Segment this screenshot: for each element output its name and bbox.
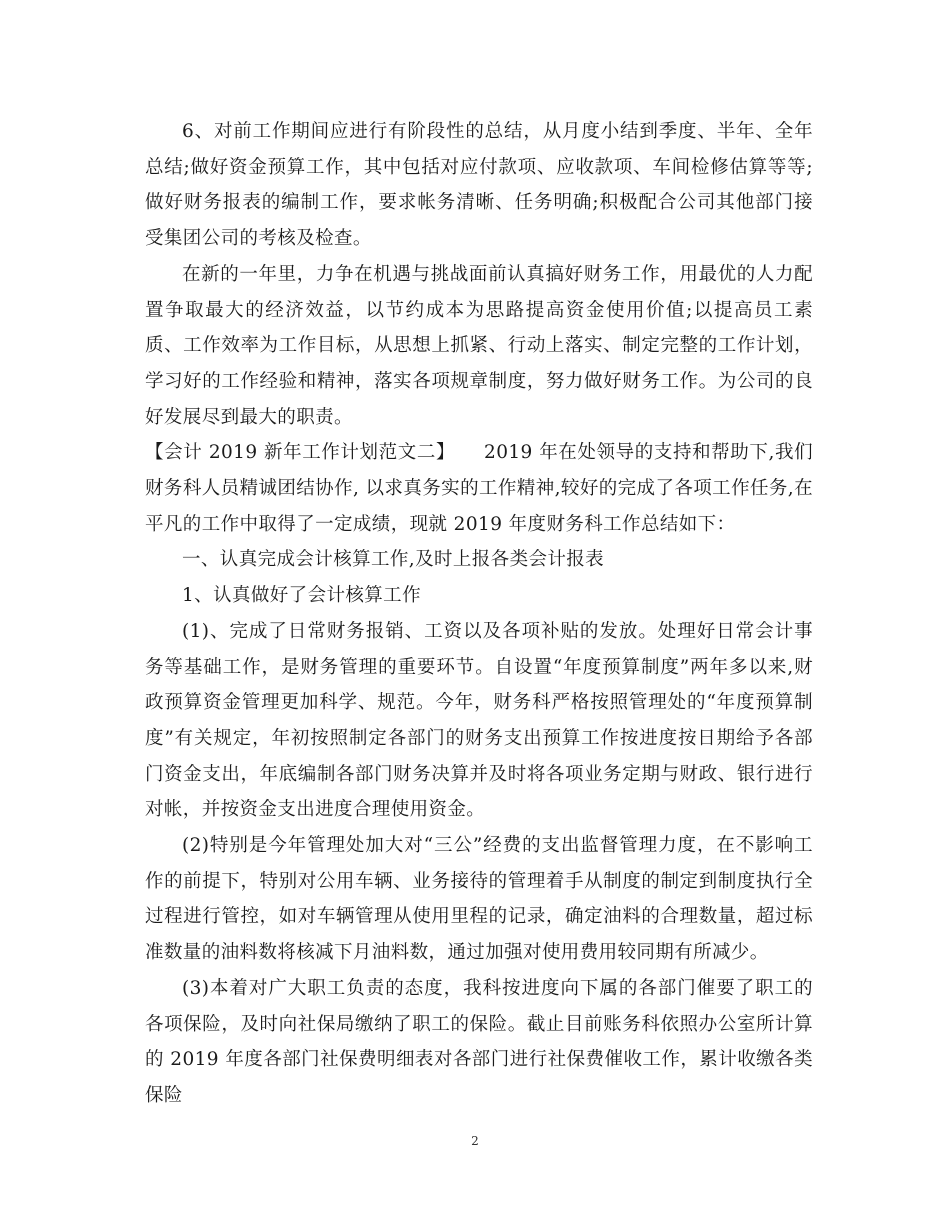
- section-heading-accounting: 一、认真完成会计核算工作,及时上报各类会计报表: [182, 549, 605, 571]
- paragraph-summary-item-6: 6、对前工作期间应进行有阶段性的总结，从月度小结到季度、半年、全年总结;做好资金预算工作，其中包括对应付款项、应收款项、车间检修估算等等;做好财务报表的编制工作，要求帐务清晰、任务明确;积极配合公司其他部门接受集团公司的考核及检查。: [145, 121, 813, 250]
- subsection-heading-accounting: 1、认真做好了会计核算工作: [182, 585, 421, 607]
- paragraph-new-year-goals: 在新的一年里，力争在机遇与挑战面前认真搞好财务工作，用最优的人力配置争取最大的经济效益，以节约成本为思路提高资金使用价值;以提高员工素质、工作效率为工作目标，从思想上抓紧、行动上落实、制定完整的工作计划，学习好的工作经验和精神，落实各项规章制度，努力做好财务工作。为公司的良好发展尽到最大的职责。: [145, 263, 813, 428]
- paragraph-item-1: (1)、完成了日常财务报销、工资以及各项补贴的发放。处理好日常会计事务等基础工作，是财务管理的重要环节。自设置“年度预算制度”两年多以来,财政预算资金管理更加科学、规范。今年，财务科严格按照管理处的“年度预算制度”有关规定，年初按照制定各部门的财务支出预算工作按进度按日期给予各部门资金支出，年底编制各部门财务决算并及时将各项业务定期与财政、银行进行对帐，并按资金支出进度合理使用资金。: [145, 620, 813, 821]
- paragraph-sample-two-heading: 【会计 2019 新年工作计划范文二】 2019 年在处领导的支持和帮助下,我们财务科人员精诚团结协作, 以求真务实的工作精神,较好的完成了各项工作任务,在平凡的工作中取得了一定成绩，现就 2019 年度财务科工作总结如下：: [145, 442, 813, 535]
- paragraph-item-3: (3)本着对广大职工负责的态度，我科按进度向下属的各部门催要了职工的各项保险，及时向社保局缴纳了职工的保险。截止目前账务科依照办公室所计算的 2019 年度各部门社保费明细表对各部门进行社保费催收工作，累计收缴各类保险: [145, 977, 813, 1106]
- document-body: [145, 114, 813, 1114]
- paragraph-item-2: (2)特别是今年管理处加大对“三公”经费的支出监督管理力度，在不影响工作的前提下，特别对公用车辆、业务接待的管理着手从制度的制定到制度执行全过程进行管控，如对车辆管理从使用里程的记录，确定油料的合理数量，超过标准数量的油料数将核减下月油料数，通过加强对使用费用较同期有所减少。: [145, 835, 813, 964]
- page-number: 2: [471, 1134, 479, 1148]
